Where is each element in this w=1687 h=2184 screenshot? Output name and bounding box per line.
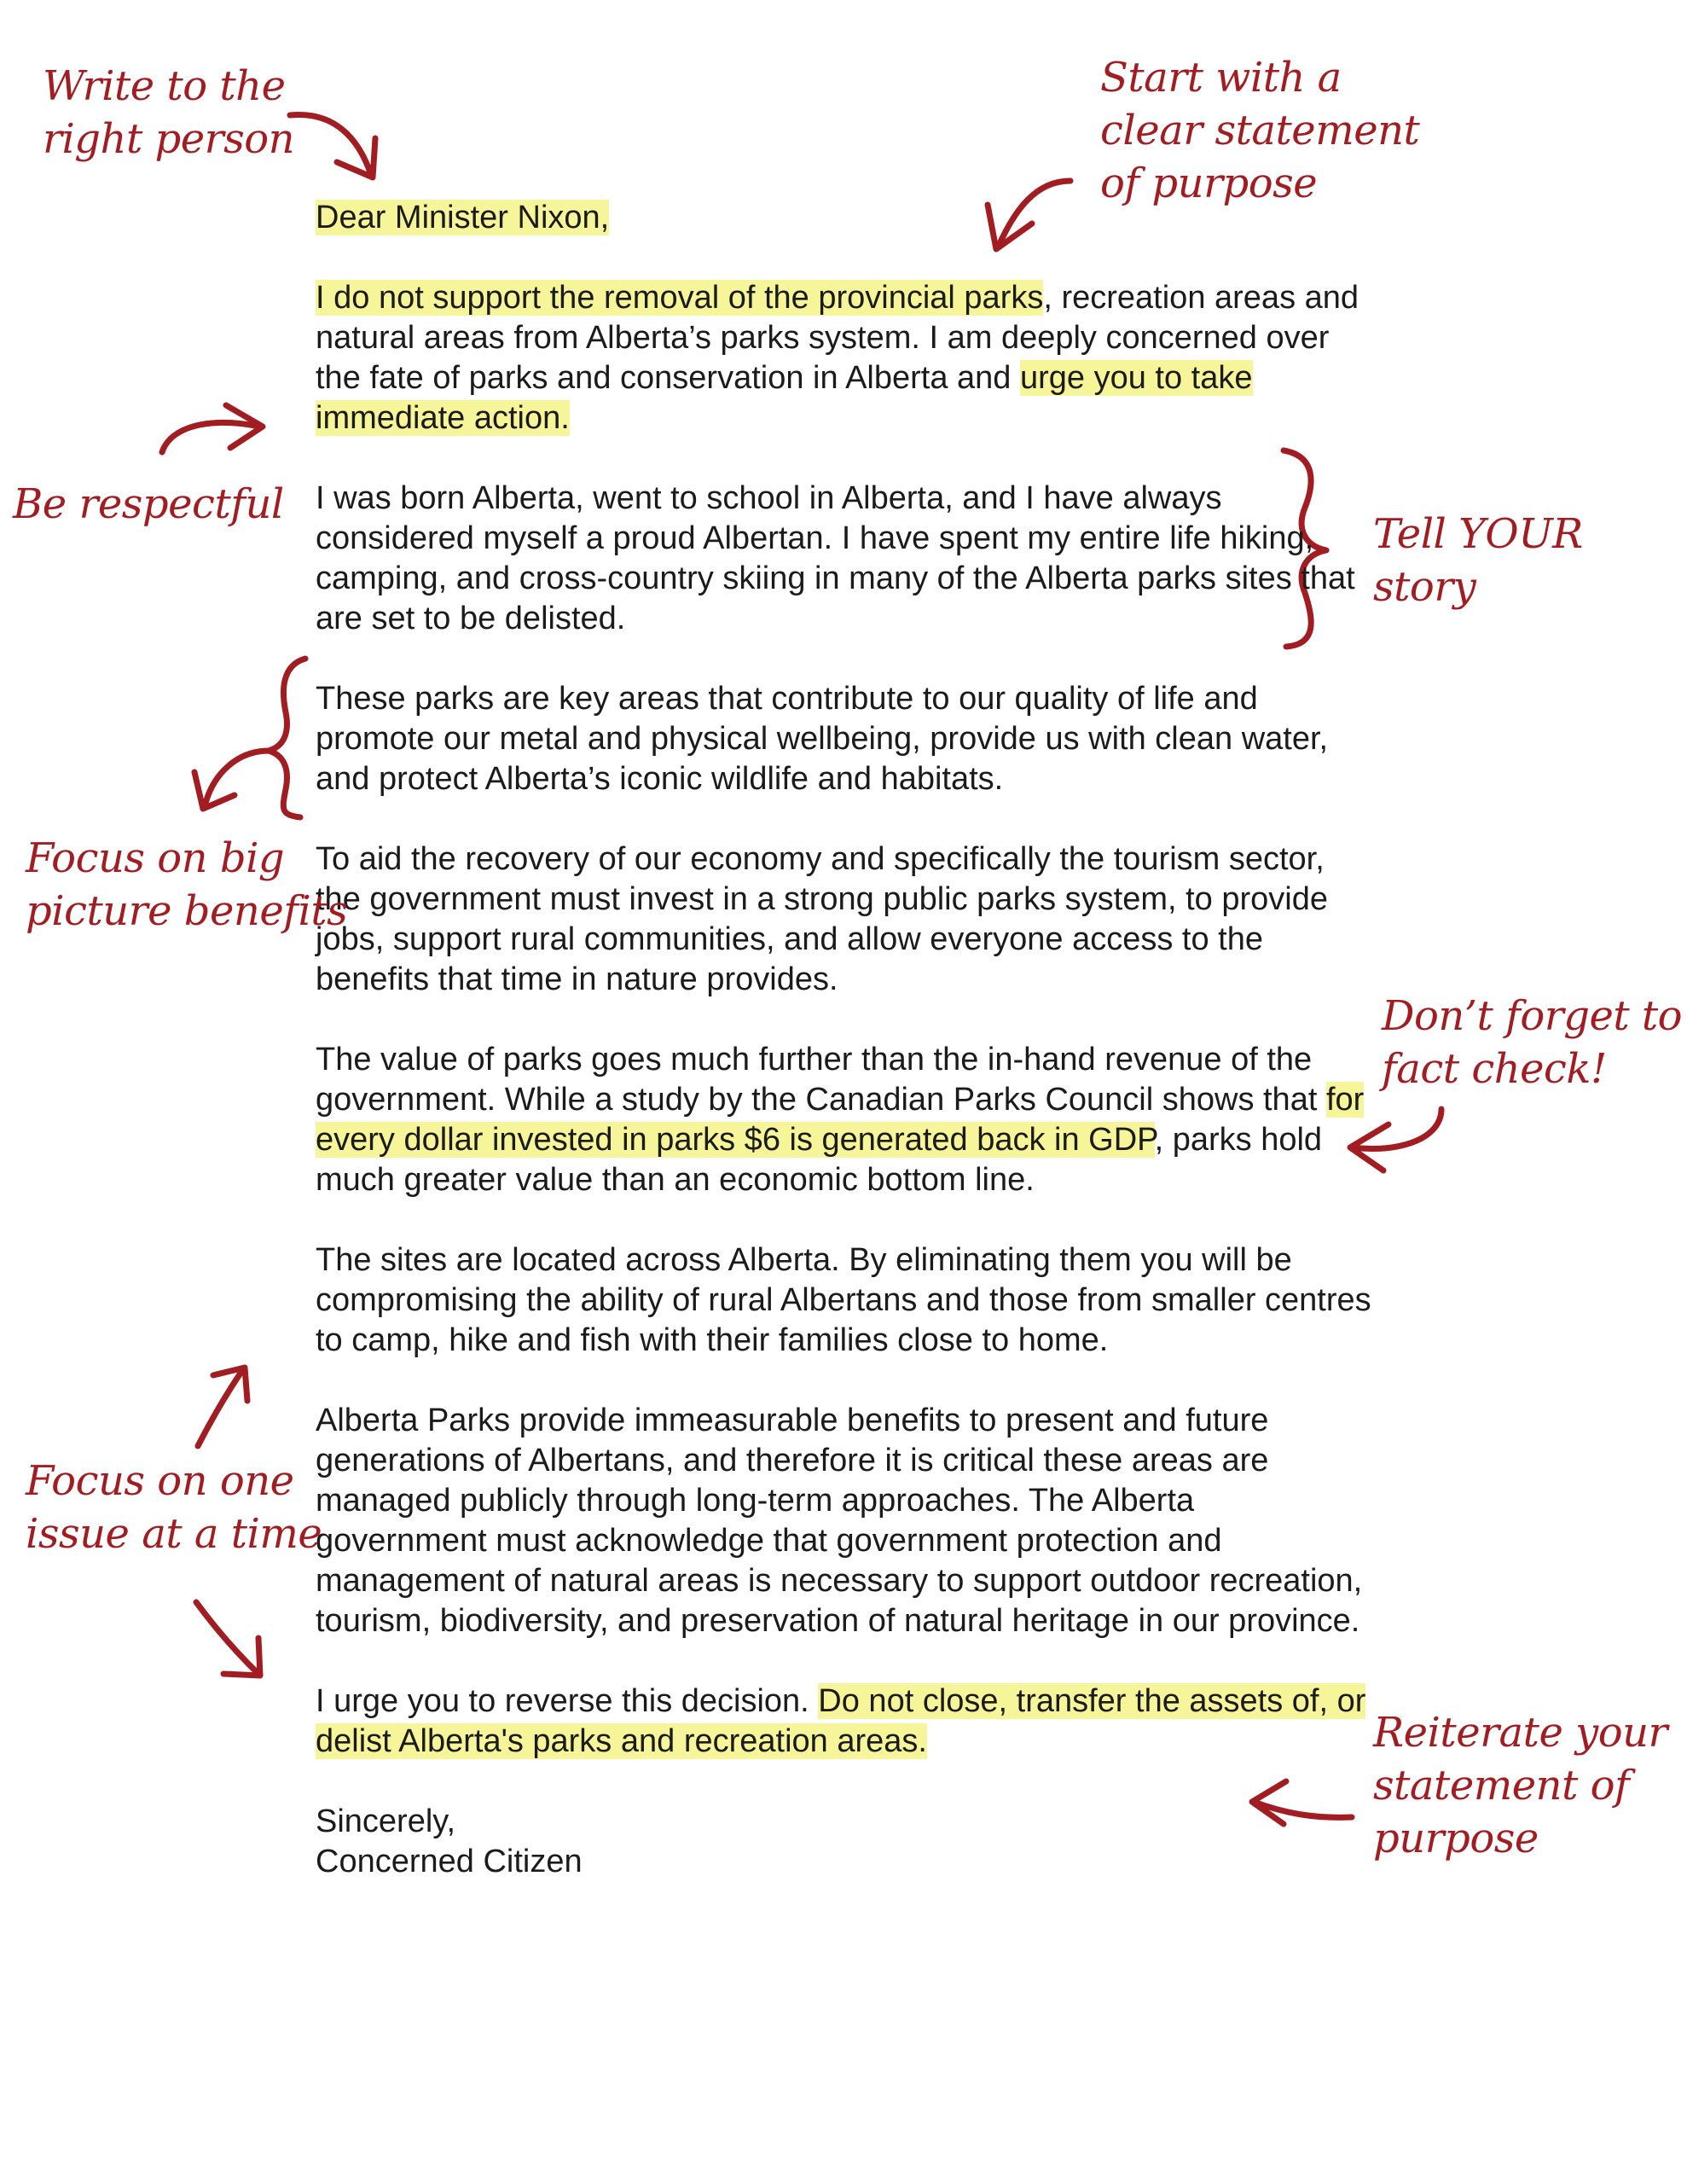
paragraph-3: These parks are key areas that contribute to our quality of life and promote our metal and physical wellbeing, provide us with clean water, and protect Alberta’s iconic wildlife and habitats. <box>316 681 1329 797</box>
brace-big-picture-icon <box>269 659 305 817</box>
highlight-fact: for every dollar invested in parks $6 is generated back in GDP <box>316 1082 1365 1158</box>
annotation-one-issue: Focus on one issue at a time <box>26 1457 322 1558</box>
paragraph-7: Alberta Parks provide immeasurable benefits to present and future generations of Albertans, and therefore it is critical these areas are managed publicly through long-term approaches. The Alberta government must acknowledge that government protection and management of natural areas is necessary to support outdoor recreation, tourism, biodiversity, and preservation of natural heritage in our province. <box>316 1403 1363 1639</box>
closing: Sincerely, <box>316 1804 456 1839</box>
annotation-fact-check: Don’t forget to fact check! <box>1382 992 1683 1093</box>
highlight-reiterate: Do not close, transfer the assets of, or delist Alberta's parks and recreation areas. <box>316 1683 1366 1759</box>
arrow-big-picture-icon <box>205 751 269 806</box>
letter-body <box>316 198 1373 1882</box>
salutation: Dear Minister Nixon, <box>316 200 610 235</box>
annotation-tell-story: Tell YOUR story <box>1373 510 1583 611</box>
annotation-big-picture: Focus on big picture benefits <box>26 834 348 935</box>
arrow-write-to-icon <box>290 114 371 175</box>
annotation-reiterate: Reiterate your statement of purpose <box>1373 1709 1667 1862</box>
paragraph-1: I do not support the removal of the provincial parks, recreation areas and natural areas from Alberta’s parks system. I am deeply concerned over the fate of parks and conservation in Alberta and urge you to take immediate action. <box>316 280 1359 436</box>
paragraph-4: To aid the recovery of our economy and specifically the tourism sector, the government must invest in a strong public parks system, to provide jobs, support rural communities, and allow everyone access to the benefits that time in nature provides. <box>316 841 1328 997</box>
paragraph-2: I was born Alberta, went to school in Alberta, and I have always considered myself a proud Albertan. I have spent my entire life hiking, camping, and cross-country skiing in many of the Alberta parks sites that are set to be delisted. <box>316 480 1355 636</box>
arrow-one-issue-up-icon <box>198 1369 243 1446</box>
highlight-purpose: I do not support the removal of the provincial parks <box>316 280 1044 316</box>
annotation-start-with: Start with a clear statement of purpose <box>1100 54 1420 207</box>
highlight-urge: urge you to take immediate action. <box>316 360 1253 436</box>
paragraph-6: The sites are located across Alberta. By eliminating them you will be compromising the ability of rural Albertans and those from smaller centres to camp, hike and fish with their families close to home. <box>316 1242 1371 1358</box>
annotation-be-respectful: Be respectful <box>13 480 284 528</box>
signature: Concerned Citizen <box>316 1844 583 1879</box>
annotation-write-to: Write to the right person <box>43 62 295 163</box>
paragraph-5: The value of parks goes much further than the in-hand revenue of the government. While a study by the Canadian Parks Council shows that for every dollar invested in parks $6 is generated back in GDP, parks hold much greater value than an economic bottom line. <box>316 1042 1365 1198</box>
arrow-one-issue-down-icon <box>196 1602 258 1674</box>
paragraph-8: I urge you to reverse this decision. Do not close, transfer the assets of, or delist Alberta's parks and recreation areas. <box>316 1683 1366 1759</box>
